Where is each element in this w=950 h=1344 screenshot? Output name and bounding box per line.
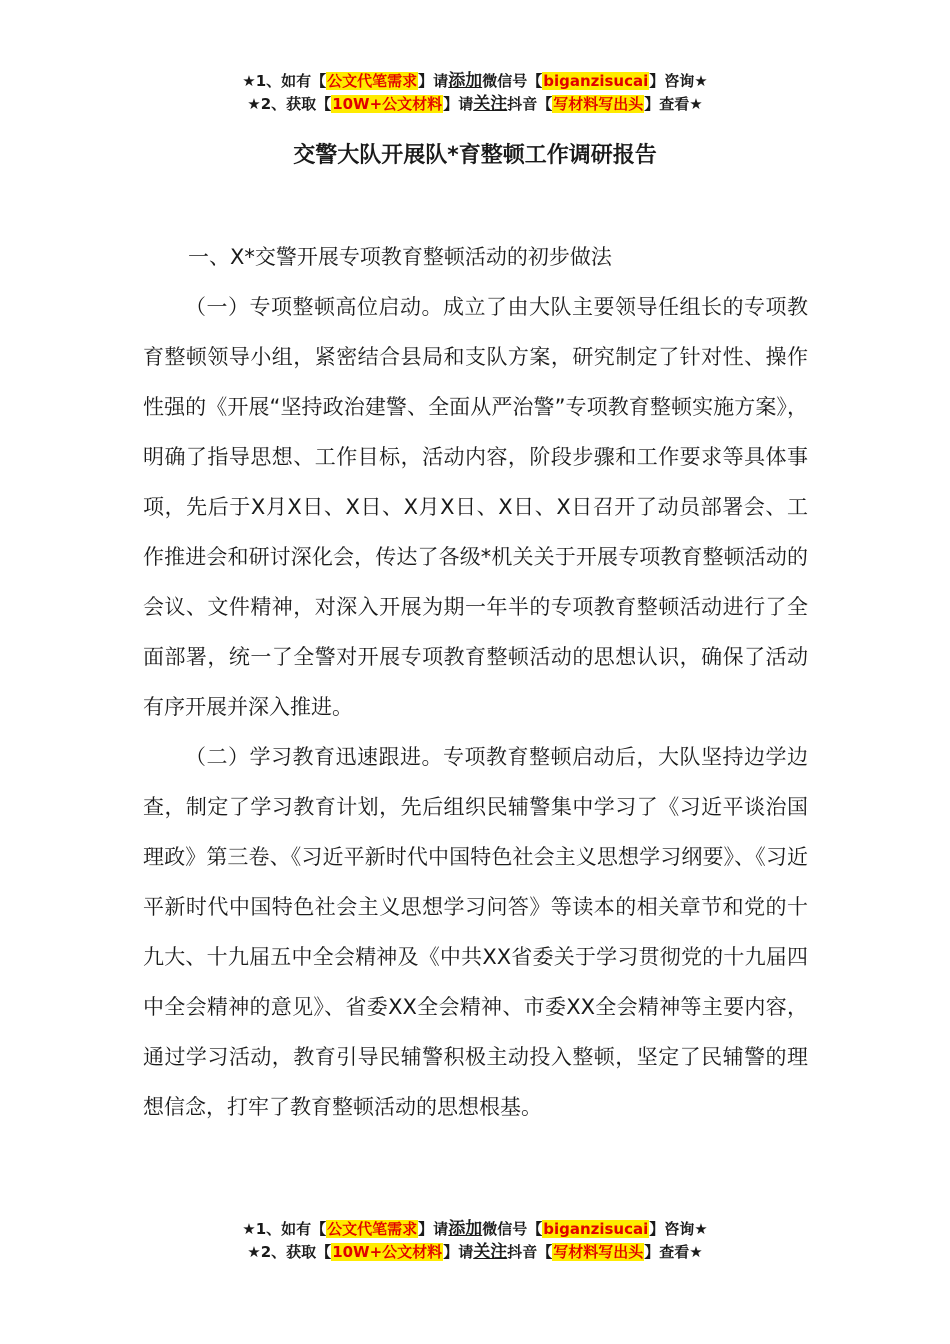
highlight-ghostwriting: 公文代笔需求 — [327, 1220, 418, 1238]
banner-text: 】请 — [443, 95, 474, 113]
document-body — [143, 232, 808, 1132]
top-banner — [0, 70, 950, 116]
banner-text: 】咨询★ — [649, 1220, 708, 1238]
highlight-materials: 10W+公文材料 — [332, 95, 443, 113]
document-title: 交警大队开展队*育整顿工作调研报告 — [293, 143, 657, 168]
banner-text: 抖音【 — [507, 1243, 553, 1261]
underlined-add: 添加 — [448, 71, 483, 91]
underlined-add: 添加 — [448, 1219, 483, 1239]
banner-text: 】查看★ — [644, 95, 703, 113]
highlight-wechat-id: biganzisucai — [543, 72, 649, 90]
underlined-follow: 关注 — [473, 94, 508, 114]
banner-text: 】咨询★ — [649, 72, 708, 90]
banner-text: ★2、获取【 — [247, 1243, 332, 1261]
banner-line-1 — [0, 70, 950, 93]
banner-text: 】请 — [418, 1220, 449, 1238]
highlight-materials: 10W+公文材料 — [332, 1243, 443, 1261]
paragraph-1: （一）专项整顿高位启动。成立了由大队主要领导任组长的专项教育整顿领导小组，紧密结合县局和支队方案，研究制定了针对性、操作性强的《开展“坚持政治建警、全面从严治警”专项教育整顿实施方案》，明确了指导思想、工作目标，活动内容，阶段步骤和工作要求等具体事项，先后于X月X日、X日、X月X日、X日、X日召开了动员部署会、工作推进会和研讨深化会，传达了各级*机关关于开展专项教育整顿活动的会议、文件精神，对深入开展为期一年半的专项教育整顿活动进行了全面部署，统一了全警对开展专项教育整顿活动的思想认识，确保了活动有序开展并深入推进。 — [143, 295, 808, 719]
banner-text: 微信号【 — [482, 1220, 543, 1238]
highlight-wechat-id: biganzisucai — [543, 1220, 649, 1238]
banner-text: 抖音【 — [507, 95, 553, 113]
underlined-follow: 关注 — [473, 1242, 508, 1262]
highlight-douyin-account: 写材料写出头 — [553, 1243, 644, 1261]
banner-text: ★2、获取【 — [247, 95, 332, 113]
banner-text: 】请 — [418, 72, 449, 90]
section-heading: 一、X*交警开展专项教育整顿活动的初步做法 — [188, 245, 612, 269]
banner-text: 】请 — [443, 1243, 474, 1261]
highlight-ghostwriting: 公文代笔需求 — [327, 72, 418, 90]
banner-text: 】查看★ — [644, 1243, 703, 1261]
banner-text: ★1、如有【 — [242, 1220, 327, 1238]
banner-line-2 — [0, 93, 950, 116]
banner-text: 微信号【 — [482, 72, 543, 90]
bottom-banner — [0, 1218, 950, 1264]
banner-line-1 — [0, 1218, 950, 1241]
banner-text: ★1、如有【 — [242, 72, 327, 90]
paragraph-2: （二）学习教育迅速跟进。专项教育整顿启动后，大队坚持边学边查，制定了学习教育计划，先后组织民辅警集中学习了《习近平谈治国理政》第三卷、《习近平新时代中国特色社会主义思想学习纲要》、《习近平新时代中国特色社会主义思想学习问答》等读本的相关章节和党的十九大、十九届五中全会精神及《中共XX省委关于学习贯彻党的十九届四中全会精神的意见》、省委XX全会精神、市委XX全会精神等主要内容，通过学习活动，教育引导民辅警积极主动投入整顿，坚定了民辅警的理想信念，打牢了教育整顿活动的思想根基。 — [143, 745, 808, 1119]
banner-line-2 — [0, 1241, 950, 1264]
highlight-douyin-account: 写材料写出头 — [553, 95, 644, 113]
